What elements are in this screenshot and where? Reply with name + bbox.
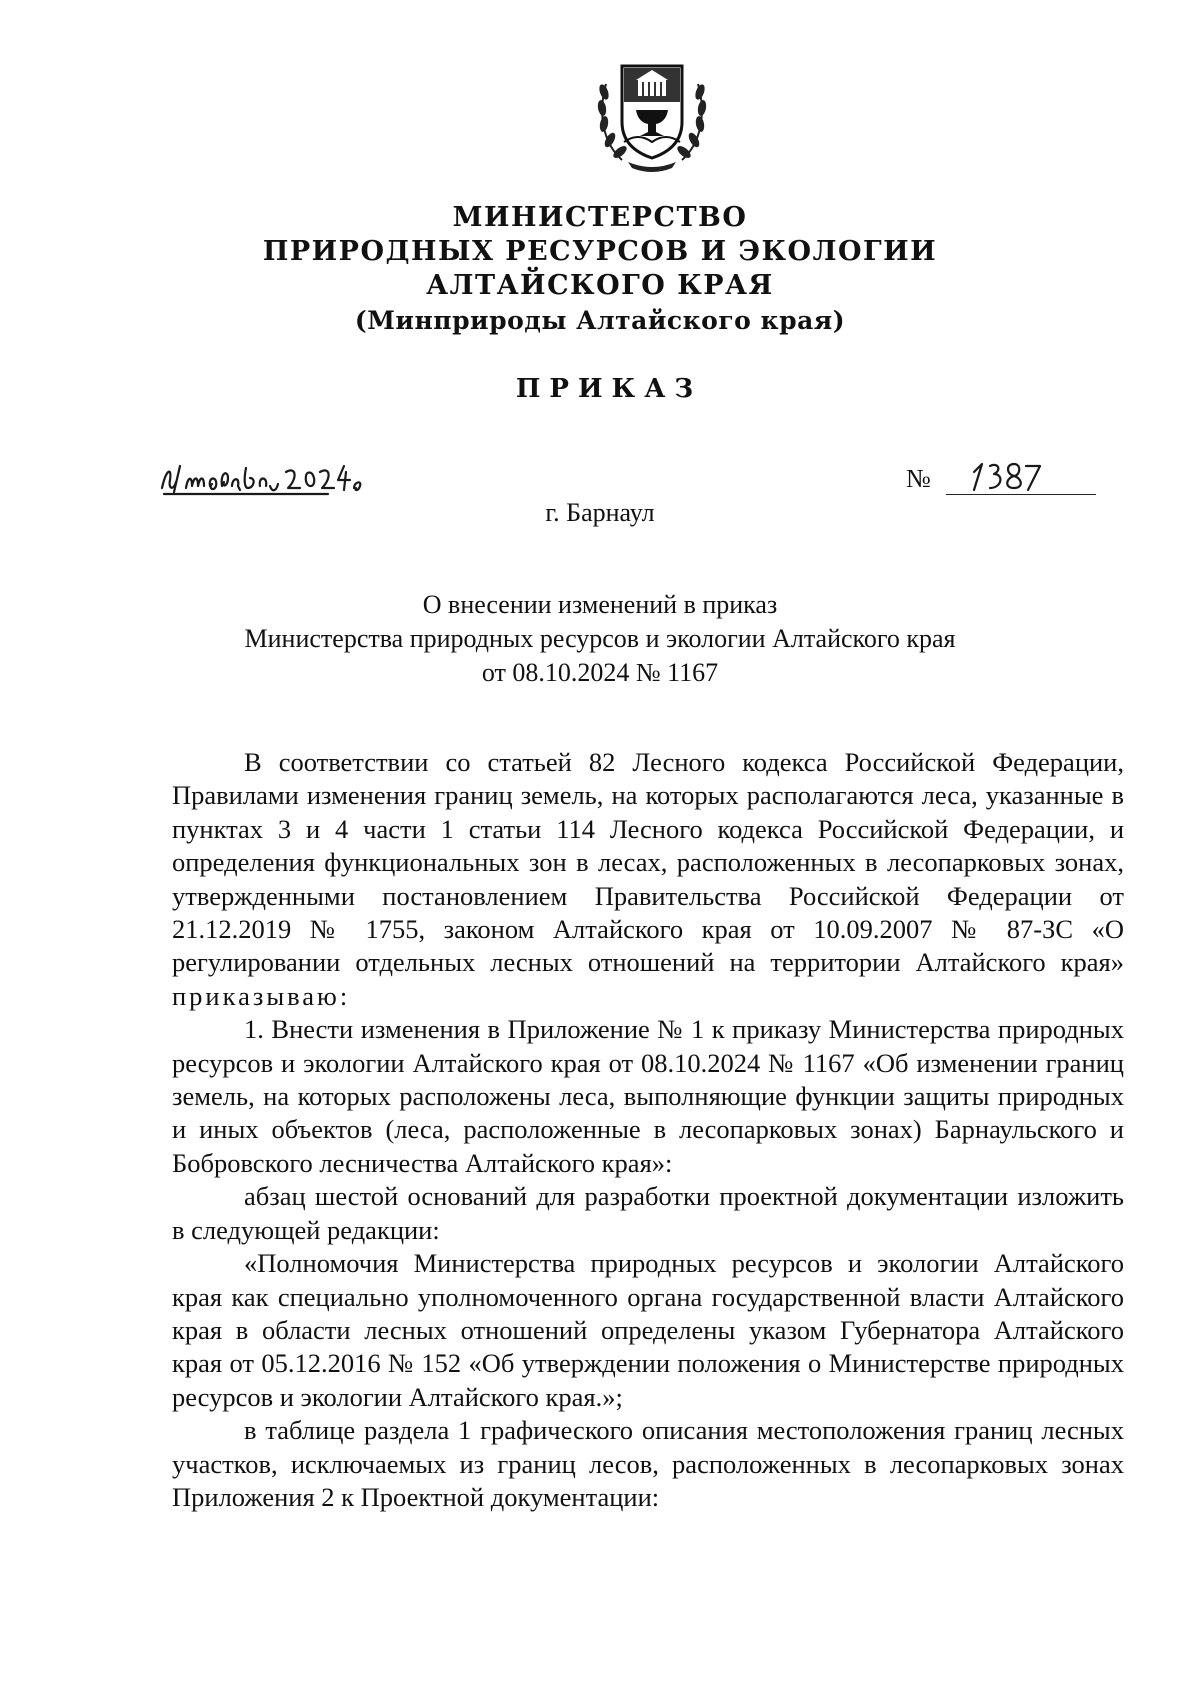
subject-line-2: Министерства природных ресурсов и экологии Алтайского края <box>244 624 956 653</box>
handwritten-date-signature <box>158 458 368 500</box>
preamble-text: В соответствии со статьей 82 Лесного кодекса Российской Федерации, Правилами изменения границ земель, на которых располагаются леса, указанные в пунктах 3 и 4 части 1 статьи 114 Лесного кодекса Российской Федерации, и определения функциональных зон в лесах, расположенных в лесопарковых зонах, утвержденными постановлением Правительства Российской Федерации от 21.12.2019 № 1755, законом Алтайского края от 10.09.2007 № 87-ЗС «О регулировании отдельных лесных отношений на территории Алтайского края» <box>172 747 1124 978</box>
coat-of-arms-emblem <box>592 52 712 174</box>
order-number-block <box>906 462 1106 502</box>
paragraph-preamble <box>172 746 1124 1013</box>
ministry-name-line-2: ПРИРОДНЫХ РЕСУРСОВ И ЭКОЛОГИИ <box>262 236 938 267</box>
paragraph-item-1: 1. Внести изменения в Приложение № 1 к приказу Министерства природных ресурсов и экологии Алтайского края от 08.10.2024 № 1167 «Об изменении границ земель, на которых расположены леса, выполняющие функции защиты природных и иных объектов (леса, расположенные в лесопарковых зонах) Барнаульского и Бобровского лесничества Алтайского края»: <box>172 1014 1124 1178</box>
paragraph-amendment-intro: абзац шестой оснований для разработки проектной документации изложить в следующей редакции: <box>172 1181 1124 1245</box>
ministry-short-name: (Минприроды Алтайского края) <box>354 306 846 335</box>
subject-line-1: О внесении изменений в приказ <box>422 590 778 619</box>
city: г. Барнаул <box>545 498 655 527</box>
subject-line-3: от 08.10.2024 № 1167 <box>481 658 719 687</box>
order-title: ПРИКАЗ <box>515 374 703 404</box>
order-subject <box>0 588 1200 690</box>
number-underline <box>946 494 1096 495</box>
paragraph-amendment-text: «Полномочия Министерства природных ресурсов и экологии Алтайского края как специально уполномоченного органа государственной власти Алтайского края в области лесных отношений определены указом Губернатора Алтайского края от 05.12.2016 № 152 «Об утверждении положения о Министерстве природных ресурсов и экологии Алтайского края.»; <box>172 1248 1124 1412</box>
ministry-name-line-1: МИНИСТЕРСТВО <box>452 202 748 233</box>
number-label: № <box>906 464 931 493</box>
order-verb: приказываю: <box>172 980 351 1011</box>
order-body <box>172 746 1124 1514</box>
paragraph-table-intro: в таблице раздела 1 графического описания местоположения границ лесных участков, исключаемых из границ лесов, расположенных в лесопарковых зонах Приложения 2 к Проектной документации: <box>172 1415 1124 1512</box>
ministry-name-line-3: АЛТАЙСКОГО КРАЯ <box>426 270 774 301</box>
handwritten-number-signature <box>964 456 1044 496</box>
